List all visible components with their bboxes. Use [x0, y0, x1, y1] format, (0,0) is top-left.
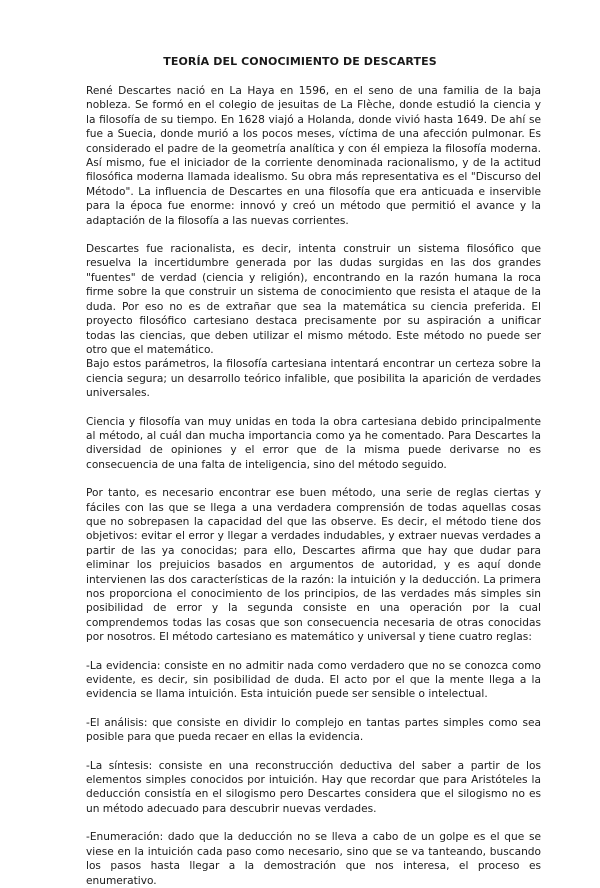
- paragraph-racionalismo: Descartes fue racionalista, es decir, intenta construir un sistema filosófico que resuelva la incertidumbre generada por las dudas surgidas en las dos grandes "fuentes" de verdad (ciencia y religión), encontrando en la razón humana la roca firme sobre la que construir un sistema de conocimiento que resista el ataque de la duda. Por eso no es de extrañar que sea la matemática su ciencia preferida. El proyecto filosófico cartesiano destaca precisamente por su aspiración a unificar todas las ciencias, que deben utilizar el mismo método. Este método no puede ser otro que el matemático.: [86, 243, 541, 356]
- rule-analisis: -El análisis: que consiste en dividir lo complejo en tantas partes simples como sea posible para que pueda recaer en ellas la evidencia.: [86, 716, 541, 744]
- paragraph-ciencia-filosofia: Ciencia y filosofía van muy unidas en toda la obra cartesiana debido principalmente al método, al cuál dan mucha importancia como ya he comentado. Para Descartes la diversidad de opiniones y el error que de la misma puede derivarse no es consecuencia de una falta de inteligencia, sino del método seguido.: [86, 415, 541, 471]
- rule-sintesis: -La síntesis: consiste en una reconstrucción deductiva del saber a partir de los elementos simples conocidos por intuición. Hay que recordar que para Aristóteles la deducción consistía en el silogismo pero Descartes considera que el silogismo no es un método adecuado para descubrir nuevas verdades.: [86, 759, 541, 815]
- rule-enumeracion: -Enumeración: dado que la deducción no se lleva a cabo de un golpe es el que se viese en la intuición cada paso como necesario, sino que se va tanteando, buscando los pasos hasta llegar a la demostración que nos interesa, el proceso es enumerativo.: [86, 831, 541, 887]
- paragraph-parametros: Bajo estos parámetros, la filosofía cartesiana intentará encontrar un certeza sobre la ciencia segura; un desarrollo teórico infalible, que posibilita la aparición de verdades universales.: [86, 358, 541, 400]
- paragraph-metodo: Por tanto, es necesario encontrar ese buen método, una serie de reglas ciertas y fáciles con las que se llega a una verdadera comprensión de todas aquellas cosas que no sobrepasen la capacidad del que las observe. Es decir, el método tiene dos objetivos: evitar el error y llegar a verdades indudables, y extraer nuevas verdades a partir de las ya conocidas; para ello, Descartes afirma que hay que dudar para eliminar los prejuicios basados en argumentos de autoridad, y es aquí donde intervienen las dos características de la razón: la intuición y la deducción. La primera nos proporciona el conocimiento de los principios, de las verdades más simples sin posibilidad de error y la segunda consiste en una operación por la cual comprendemos todas las cosas que son consecuencia necesaria de otras conocidas por nosotros. El método cartesiano es matemático y universal y tiene cuatro reglas:: [86, 487, 541, 644]
- paragraph-biography: René Descartes nació en La Haya en 1596, en el seno de una familia de la baja nobleza. Se formó en el colegio de jesuitas de La Flèche, donde estudió la ciencia y la filosofía de su tiempo. En 1628 viajó a Holanda, donde vivió hasta 1649. De ahí se fue a Suecia, donde murió a los pocos meses, víctima de una afección pulmonar. Es considerado el padre de la geometría analítica y con él empieza la filosofía moderna. Así mismo, fue el iniciador de la corriente denominada racionalismo, y de la actitud filosófica moderna llamada idealismo. Su obra más representativa es el "Discurso del Método". La influencia de Descartes en una filosofía que era anticuada e inservible para la época fue enorme: innovó y creó un método que permitió el avance y la adaptación de la filosofía a las nuevas corrientes.: [86, 85, 541, 227]
- document-title: TEORÍA DEL CONOCIMIENTO DE DESCARTES: [163, 55, 437, 68]
- rule-evidencia: -La evidencia: consiste en no admitir nada como verdadero que no se conozca como evidente, es decir, sin posibilidad de duda. El acto por el que la mente llega a la evidencia se llama intuición. Esta intuición puede ser sensible o intelectual.: [86, 659, 541, 701]
- document-body: [86, 84, 541, 888]
